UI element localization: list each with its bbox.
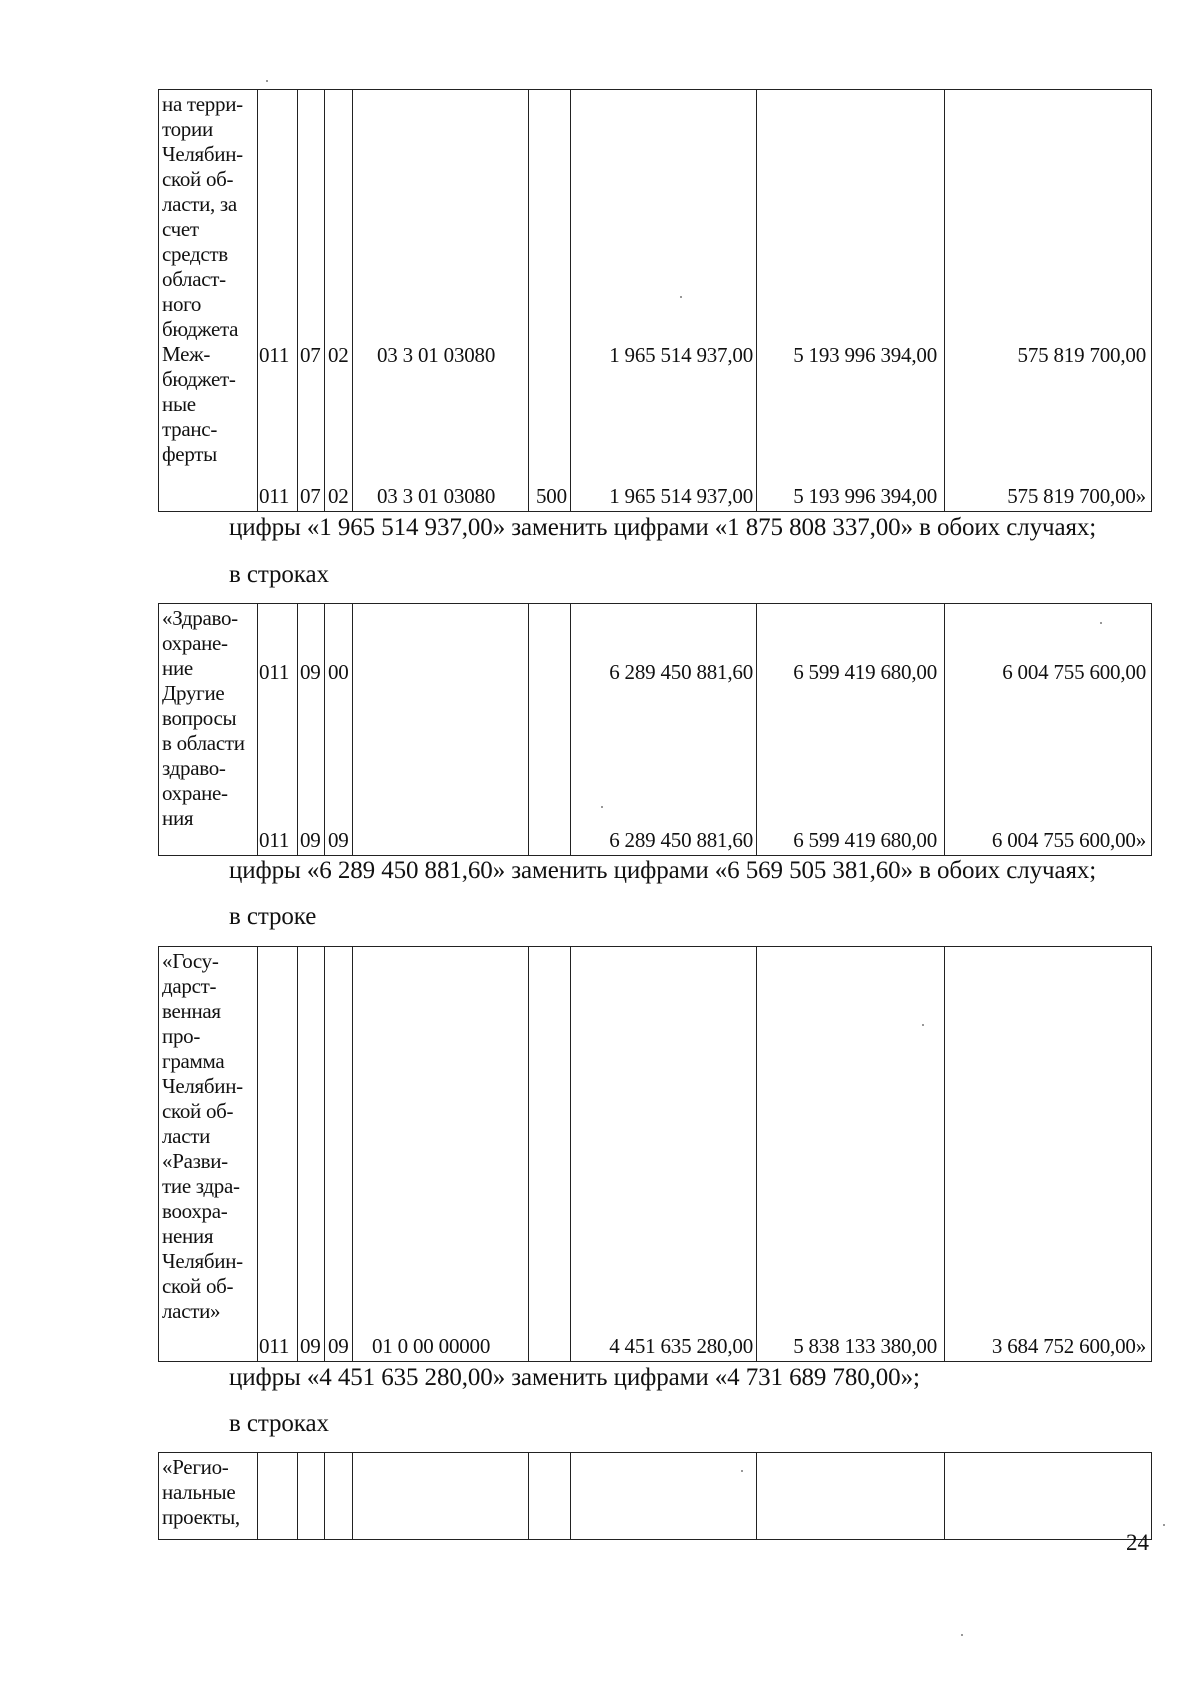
scan-speck [922, 1024, 924, 1026]
amount-year1-cell [571, 604, 757, 856]
row-name-cell [159, 90, 258, 512]
amount-year2: 5 193 996 394,00 [793, 343, 937, 367]
ved-code-cell [258, 90, 298, 512]
ved-code-cell [258, 947, 298, 1362]
row-name-line: «Здраво- [162, 606, 238, 630]
row-name-line: проекты, [162, 1505, 240, 1529]
row-name-line: ного [162, 292, 202, 316]
expense-type-cell [529, 604, 571, 856]
amount-year3: 6 004 755 600,00» [991, 828, 1146, 852]
row-name-line: ния [162, 806, 194, 830]
row-name-line: средств [162, 242, 228, 266]
amount-year1: 6 289 450 881,60 [609, 660, 753, 684]
amount-year2: 5 193 996 394,00 [793, 484, 937, 508]
razdel-code: 09 [300, 1334, 321, 1358]
section-label: в строке [229, 903, 317, 930]
target-article-code: 01 0 00 00000 [372, 1334, 491, 1358]
razdel-code: 07 [300, 484, 321, 508]
razdel-code: 07 [300, 343, 321, 367]
row-name-line: Челябин- [162, 1249, 243, 1273]
podrazdel-cell [325, 604, 353, 856]
amount-year1: 1 965 514 937,00 [609, 343, 753, 367]
ved-code-cell [258, 1453, 298, 1540]
ved-code: 011 [259, 660, 290, 684]
amount-year3: 575 819 700,00 [1017, 343, 1146, 367]
row-name-line: бюджет- [162, 367, 236, 391]
row-name-line: ской об- [162, 1274, 234, 1298]
amount-year3-cell [945, 604, 1152, 856]
amount-year2: 6 599 419 680,00 [793, 660, 937, 684]
target-article-code: 03 3 01 03080 [377, 484, 496, 508]
row-name-line: ные [162, 392, 196, 416]
razdel-cell [298, 604, 325, 856]
row-name-line: дарст- [162, 974, 217, 998]
amount-year2-cell [757, 1453, 945, 1540]
expense-type-cell [529, 947, 571, 1362]
row-name-cell [159, 1453, 258, 1540]
amount-year3: 575 819 700,00» [1007, 484, 1146, 508]
row-name-line: здраво- [162, 756, 226, 780]
target-article-code: 03 3 01 03080 [377, 343, 496, 367]
razdel-cell [298, 1453, 325, 1540]
podrazdel-cell [325, 1453, 353, 1540]
scan-speck [741, 1470, 743, 1472]
razdel-code: 09 [300, 828, 321, 852]
section-label: в строках [229, 561, 329, 588]
row-name-line: нения [162, 1224, 214, 1248]
ved-code: 011 [259, 828, 290, 852]
amount-year3-cell [945, 90, 1152, 512]
row-name-line: ской об- [162, 167, 234, 191]
amount-year1: 1 965 514 937,00 [609, 484, 753, 508]
row-name-line: Другие [162, 681, 225, 705]
amount-year2: 5 838 133 380,00 [793, 1334, 937, 1358]
row-name-line: грамма [162, 1049, 225, 1073]
ved-code: 011 [259, 343, 290, 367]
expense-type-cell [529, 90, 571, 512]
ved-code-cell [258, 604, 298, 856]
scan-speck [680, 296, 682, 298]
amendment-paragraph: цифры «1 965 514 937,00» заменить цифрами «1 875 808 337,00» в обоих случаях; [229, 514, 1097, 541]
row-name-line: ласти [162, 1124, 211, 1148]
row-name-cell [159, 604, 258, 856]
podrazdel-code: 00 [328, 660, 349, 684]
target-article-cell [353, 90, 529, 512]
row-name-line: вопросы [162, 706, 237, 730]
razdel-cell [298, 947, 325, 1362]
scan-speck [266, 80, 268, 82]
row-name-line: Меж- [162, 342, 211, 366]
amount-year2-cell [757, 604, 945, 856]
amount-year1: 6 289 450 881,60 [609, 828, 753, 852]
amount-year2-cell [757, 90, 945, 512]
scan-speck [1163, 1524, 1165, 1526]
page-number: 24 [1126, 1530, 1149, 1555]
scan-speck [601, 806, 603, 808]
podrazdel-cell [325, 90, 353, 512]
amount-year3: 6 004 755 600,00 [1002, 660, 1146, 684]
row-name-line: бюджета [162, 317, 239, 341]
row-name-line: в области [162, 731, 245, 755]
budget-table-2 [158, 603, 1152, 856]
section-label: в строках [229, 1410, 329, 1437]
row-name-line: Челябин- [162, 1074, 243, 1098]
row-name-line: ферты [162, 442, 217, 466]
row-name-line: тие здра- [162, 1174, 240, 1198]
budget-table-1 [158, 89, 1152, 512]
podrazdel-code: 02 [328, 484, 349, 508]
budget-table-3 [158, 946, 1152, 1362]
row-name-line: Челябин- [162, 142, 243, 166]
expense-type-cell [529, 1453, 571, 1540]
amount-year3-cell [945, 1453, 1152, 1540]
budget-table-4 [158, 1452, 1152, 1540]
amount-year1-cell [571, 1453, 757, 1540]
amount-year1-cell [571, 947, 757, 1362]
podrazdel-code: 09 [328, 828, 349, 852]
row-name-line: нальные [162, 1480, 236, 1504]
row-name-line: охране- [162, 781, 228, 805]
row-name-line: ласти» [162, 1299, 221, 1323]
podrazdel-code: 09 [328, 1334, 349, 1358]
row-name-line: охране- [162, 631, 228, 655]
amount-year3-cell [945, 947, 1152, 1362]
target-article-cell [353, 947, 529, 1362]
amendment-paragraph: цифры «6 289 450 881,60» заменить цифрами «6 569 505 381,60» в обоих случаях; [229, 857, 1097, 884]
scan-speck [961, 1634, 963, 1636]
target-article-cell [353, 604, 529, 856]
row-name-line: счет [162, 217, 199, 241]
row-name-line: «Госу- [162, 949, 219, 973]
razdel-code: 09 [300, 660, 321, 684]
razdel-cell [298, 90, 325, 512]
row-name-line: ской об- [162, 1099, 234, 1123]
row-name-line: тории [162, 117, 213, 141]
podrazdel-cell [325, 947, 353, 1362]
row-name-line: транс- [162, 417, 218, 441]
row-name-cell [159, 947, 258, 1362]
row-name-line: про- [162, 1024, 201, 1048]
row-name-line: ласти, за [162, 192, 237, 216]
row-name-line: венная [162, 999, 221, 1023]
amount-year1: 4 451 635 280,00 [609, 1334, 753, 1358]
scan-speck [1100, 622, 1102, 624]
row-name-line: на терри- [162, 92, 243, 116]
ved-code: 011 [259, 484, 290, 508]
expense-type-code: 500 [536, 484, 567, 508]
row-name-line: ние [162, 656, 193, 680]
row-name-line: воохра- [162, 1199, 228, 1223]
target-article-cell [353, 1453, 529, 1540]
row-name-line: «Разви- [162, 1149, 228, 1173]
ved-code: 011 [259, 1334, 290, 1358]
row-name-line: област- [162, 267, 226, 291]
amount-year2: 6 599 419 680,00 [793, 828, 937, 852]
amount-year2-cell [757, 947, 945, 1362]
podrazdel-code: 02 [328, 343, 349, 367]
row-name-line: «Регио- [162, 1455, 229, 1479]
amount-year1-cell [571, 90, 757, 512]
amendment-paragraph: цифры «4 451 635 280,00» заменить цифрами «4 731 689 780,00»; [229, 1364, 920, 1391]
amount-year3: 3 684 752 600,00» [991, 1334, 1146, 1358]
